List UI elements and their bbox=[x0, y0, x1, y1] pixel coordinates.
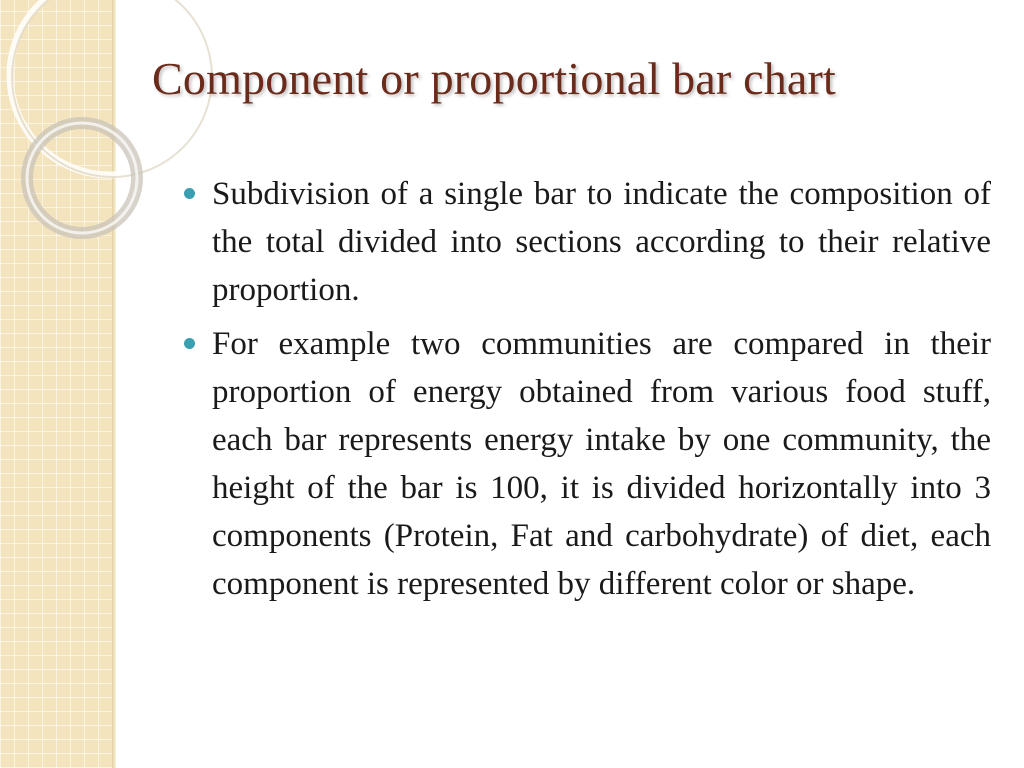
bullet-text: Subdivision of a single bar to indicate the composition of the total divided into sections according to their relative proportion. bbox=[212, 176, 991, 308]
small-decorative-ring-highlight bbox=[27, 123, 137, 233]
bullet-item bbox=[183, 170, 991, 314]
bullet-dot-icon bbox=[184, 188, 195, 199]
slide-title: Component or proportional bar chart bbox=[152, 53, 837, 104]
bullet-dot-icon bbox=[184, 338, 195, 349]
bullet-text: For example two communities are compared in their proportion of energy obtained from various food stuff, each bar represents energy intake by one community, the height of the bar is 100, it is divided horizontally into 3 components (Protein, Fat and carbohydrate) of diet, each component is represented by different color or shape. bbox=[212, 326, 991, 602]
bullet-list bbox=[183, 170, 991, 614]
bullet-item bbox=[183, 320, 991, 608]
